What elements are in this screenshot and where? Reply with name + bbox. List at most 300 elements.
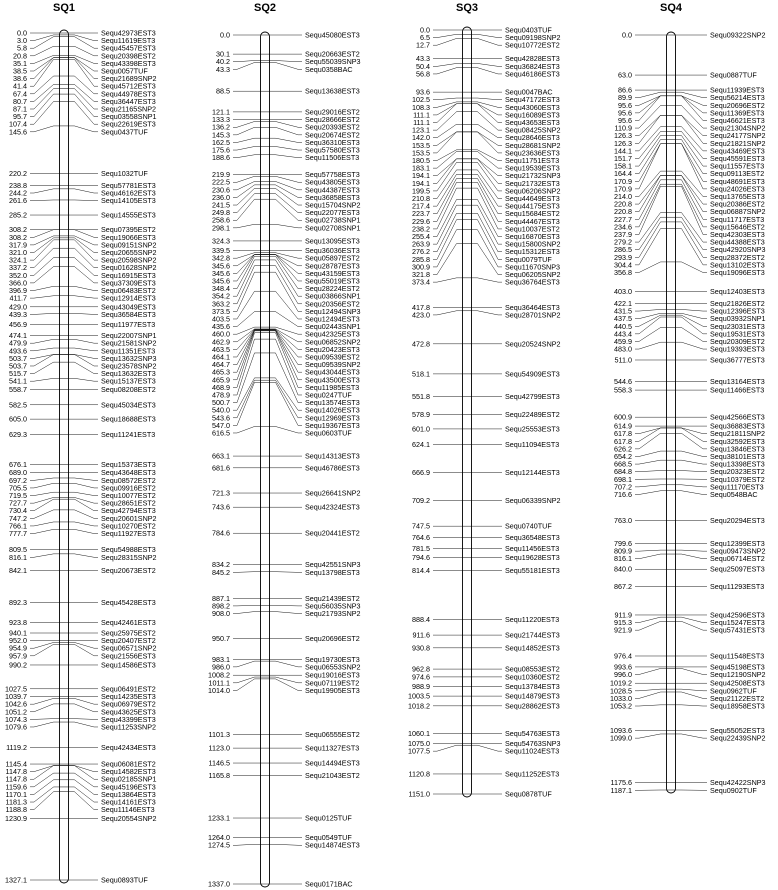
marker-name: Sequ22619EST3: [101, 119, 156, 129]
marker-name: Sequ43805EST3: [305, 177, 360, 187]
marker-name: Sequ57431EST3: [710, 625, 765, 635]
position-connector: [30, 296, 60, 298]
marker-name: Sequ06339SNP2: [505, 496, 561, 506]
marker-name: Sequ45457EST3: [101, 43, 156, 53]
marker-name: Sequ0403TUF: [505, 25, 552, 35]
locus-position: 144.1: [614, 146, 632, 156]
marker-connector: [69, 719, 99, 720]
locus-position: 20.8: [13, 51, 27, 61]
marker-name: Sequ36036EST3: [305, 246, 360, 256]
marker-name: Sequ21165SNP2: [101, 104, 157, 114]
marker-name: Sequ20554SNP2: [101, 814, 157, 824]
marker-connector: [270, 612, 303, 614]
marker-name: Sequ42920SNP3: [710, 245, 766, 255]
locus-position: 337.2: [9, 263, 27, 273]
marker-name: Sequ19066EST3: [101, 232, 156, 242]
locus-position: 478.9: [212, 390, 230, 400]
position-connector: [30, 248, 60, 267]
marker-name: Sequ0549TUF: [305, 833, 352, 843]
locus-position: 983.1: [212, 654, 230, 664]
marker-name: Sequ11253SNP2: [101, 722, 157, 732]
marker-name: Sequ11939EST3: [710, 85, 765, 95]
marker-name: Sequ0887TUF: [710, 70, 757, 80]
locus-position: 234.6: [614, 222, 632, 232]
locus-position: 373.4: [412, 277, 430, 287]
locus-position: 1060.1: [408, 729, 430, 739]
locus-position: 834.2: [212, 560, 230, 570]
position-connector: [433, 132, 463, 145]
locus-position: 544.6: [614, 376, 632, 386]
marker-name: Sequ06887SNP2: [710, 207, 766, 217]
marker-connector: [676, 734, 708, 738]
locus-position: 238.8: [9, 180, 27, 190]
locus-position: 220.8: [614, 207, 632, 217]
position-connector: [233, 679, 261, 691]
marker-name: Sequ54988EST3: [101, 545, 156, 555]
marker-name: Sequ21744EST3: [505, 630, 560, 640]
marker-connector: [676, 175, 708, 211]
marker-name: Sequ08208EST2: [101, 385, 156, 395]
locus-position: 1147.8: [5, 774, 27, 784]
marker-name: Sequ19730EST3: [305, 654, 360, 664]
position-connector: [233, 572, 261, 573]
locus-position: 474.1: [9, 331, 27, 341]
position-connector: [433, 244, 463, 275]
marker-name: Sequ21821SNP2: [710, 138, 766, 148]
locus-position: 908.0: [212, 609, 230, 619]
locus-position: 111.1: [413, 118, 430, 128]
locus-position: 464.1: [212, 352, 230, 362]
marker-name: Sequ06491EST2: [101, 684, 156, 694]
marker-connector: [69, 248, 99, 267]
position-connector: [635, 136, 667, 167]
marker-name: Sequ21439EST2: [305, 593, 360, 603]
marker-name: Sequ42973EST3: [101, 28, 156, 38]
marker-name: Sequ0171BAC: [305, 879, 353, 889]
position-connector: [30, 189, 60, 193]
marker-name: Sequ20598SNP2: [101, 255, 157, 265]
marker-name: Sequ23636EST3: [505, 148, 560, 158]
marker-name: Sequ20655SNP2: [101, 248, 157, 258]
locus-position: 0.0: [420, 25, 430, 35]
marker-name: Sequ19393EST3: [710, 344, 765, 354]
position-connector: [30, 76, 60, 94]
locus-position: 126.3: [614, 131, 632, 141]
locus-position: 86.6: [618, 85, 632, 95]
locus-position: 1145.4: [5, 759, 27, 769]
marker-name: Sequ36447EST3: [101, 96, 156, 106]
locus-position: 304.4: [614, 260, 632, 270]
marker-connector: [270, 378, 303, 410]
locus-position: 87.1: [13, 104, 27, 114]
position-connector: [635, 92, 667, 98]
marker-name: Sequ28862EST3: [505, 701, 560, 711]
marker-connector: [472, 63, 503, 66]
position-connector: [635, 222, 667, 257]
locus-position: 763.0: [614, 515, 632, 525]
locus-position: 324.1: [9, 255, 27, 265]
locus-position: 518.1: [412, 369, 430, 379]
locus-position: 43.3: [416, 54, 430, 64]
marker-name: Sequ43399EST3: [101, 714, 156, 724]
position-connector: [635, 342, 667, 349]
locus-position: 1181.3: [5, 797, 27, 807]
marker-name: Sequ09113EST2: [710, 169, 765, 179]
marker-connector: [676, 144, 708, 189]
marker-name: Sequ09539EST2: [305, 352, 360, 362]
locus-position: 345.6: [212, 276, 230, 286]
marker-name: Sequ28681SNP2: [505, 140, 561, 150]
marker-name: Sequ22007SNP1: [101, 331, 157, 341]
marker-name: Sequ42434EST3: [101, 742, 156, 752]
marker-name: Sequ24177SNP2: [710, 131, 766, 141]
locus-position: 88.5: [216, 86, 230, 96]
marker-name: Sequ15684EST2: [505, 209, 560, 219]
marker-connector: [270, 138, 303, 142]
marker-connector: [69, 102, 99, 125]
marker-name: Sequ14313EST3: [305, 451, 360, 461]
locus-position: 465.3: [212, 367, 230, 377]
locus-position: 164.4: [614, 169, 632, 179]
marker-connector: [69, 35, 99, 41]
marker-name: Sequ21689SNP2: [101, 74, 157, 84]
marker-connector: [270, 253, 303, 259]
marker-connector: [69, 698, 99, 704]
marker-name: Sequ09151SNP2: [101, 240, 157, 250]
locus-position: 142.0: [412, 133, 430, 143]
locus-position: 709.2: [412, 496, 430, 506]
marker-connector: [676, 689, 708, 691]
position-connector: [433, 152, 463, 169]
marker-name: Sequ06553SNP2: [305, 662, 361, 672]
position-connector: [635, 115, 667, 135]
locus-position: 108.3: [412, 102, 430, 112]
marker-name: Sequ22077EST3: [305, 208, 360, 218]
locus-position: 249.8: [212, 208, 230, 218]
marker-connector: [270, 333, 303, 388]
marker-name: Sequ02738SNP1: [305, 215, 361, 225]
position-connector: [433, 68, 463, 74]
marker-name: Sequ20407EST2: [101, 636, 156, 646]
locus-position: 500.7: [212, 398, 230, 408]
marker-connector: [69, 766, 99, 772]
locus-position: 423.0: [412, 310, 430, 320]
locus-position: 153.5: [412, 148, 430, 158]
locus-position: 67.4: [13, 89, 27, 99]
marker-name: Sequ42303EST3: [710, 229, 765, 239]
locus-position: 43.3: [216, 64, 230, 74]
locus-position: 483.0: [614, 344, 632, 354]
marker-connector: [676, 705, 708, 706]
locus-position: 799.6: [614, 539, 632, 549]
marker-name: Sequ11985EST3: [305, 382, 360, 392]
locus-position: 1018.2: [408, 701, 430, 711]
marker-name: Sequ15373EST3: [101, 460, 156, 470]
locus-position: 1170.1: [5, 789, 27, 799]
locus-position: 601.0: [412, 424, 430, 434]
position-connector: [30, 378, 60, 381]
marker-name: Sequ11024EST3: [505, 746, 560, 756]
marker-connector: [69, 348, 99, 351]
marker-connector: [270, 155, 303, 158]
marker-name: Sequ36548EST3: [505, 533, 560, 543]
marker-name: Sequ20524SNP2: [505, 339, 561, 349]
marker-connector: [676, 92, 708, 98]
marker-name: Sequ19531EST3: [710, 329, 765, 339]
marker-connector: [270, 254, 303, 281]
locus-position: 439.3: [9, 309, 27, 319]
marker-name: Sequ45196EST3: [101, 782, 156, 792]
marker-connector: [472, 132, 503, 145]
marker-name: Sequ28224EST2: [305, 284, 360, 294]
locus-position: 716.6: [614, 489, 632, 499]
marker-connector: [270, 329, 303, 349]
locus-position: 887.1: [212, 593, 230, 603]
marker-connector: [270, 272, 303, 311]
locus-position: 993.6: [614, 662, 632, 672]
locus-position: 411.7: [9, 293, 27, 303]
locus-position: 1011.1: [208, 678, 230, 688]
position-connector: [30, 478, 60, 480]
locus-position: 170.9: [614, 176, 632, 186]
position-connector: [30, 354, 60, 358]
locus-position: 93.6: [416, 87, 430, 97]
locus-position: 1003.5: [408, 691, 430, 701]
marker-name: Sequ13102EST3: [710, 260, 765, 270]
locus-position: 707.2: [614, 482, 632, 492]
marker-connector: [69, 286, 99, 290]
marker-name: Sequ36858EST3: [305, 192, 360, 202]
locus-position: 777.7: [9, 529, 27, 539]
locus-position: 784.6: [212, 528, 230, 538]
marker-name: Sequ25553EST3: [505, 424, 560, 434]
position-connector: [433, 220, 463, 260]
locus-position: 279.2: [614, 237, 632, 247]
marker-name: Sequ19367EST3: [305, 420, 360, 430]
marker-name: Sequ25975EST2: [101, 628, 156, 638]
marker-name: Sequ15312EST3: [505, 247, 560, 257]
locus-position: 324.3: [212, 236, 230, 246]
marker-connector: [69, 126, 99, 132]
marker-name: Sequ43469EST3: [710, 146, 765, 156]
position-connector: [30, 200, 60, 201]
position-connector: [635, 309, 667, 311]
locus-position: 1188.8: [5, 805, 27, 815]
marker-name: Sequ18958EST3: [710, 701, 765, 711]
locus-position: 38.6: [13, 74, 27, 84]
marker-connector: [69, 89, 99, 109]
marker-name: Sequ46162EST3: [101, 188, 156, 198]
position-connector: [233, 661, 261, 667]
marker-connector: [69, 362, 99, 373]
locus-position: 614.9: [614, 421, 632, 431]
locus-position: 1165.8: [208, 770, 230, 780]
locus-position: 363.2: [212, 299, 230, 309]
position-connector: [233, 254, 261, 281]
marker-name: Sequ14852EST3: [505, 643, 560, 653]
locus-position: 923.8: [9, 618, 27, 628]
marker-name: Sequ45034EST3: [101, 400, 156, 410]
marker-name: Sequ14586EST3: [101, 660, 156, 670]
position-connector: [433, 102, 463, 107]
position-connector: [433, 63, 463, 66]
marker-name: Sequ44649EST3: [505, 194, 560, 204]
marker-connector: [270, 679, 303, 691]
locus-position: 342.8: [212, 253, 230, 263]
position-connector: [30, 362, 60, 373]
locus-position: 1099.0: [610, 733, 632, 743]
position-connector: [233, 127, 261, 135]
position-connector: [635, 144, 667, 189]
marker-name: Sequ12190SNP2: [710, 670, 766, 680]
locus-position: 845.2: [212, 567, 230, 577]
marker-name: Sequ46621EST3: [710, 115, 765, 125]
locus-position: 56.8: [416, 69, 430, 79]
marker-name: Sequ10360EST2: [505, 672, 560, 682]
marker-connector: [270, 330, 303, 364]
position-connector: [30, 766, 60, 780]
marker-connector: [270, 61, 303, 62]
marker-name: Sequ42794EST3: [101, 506, 156, 516]
marker-connector: [270, 661, 303, 667]
locus-position: 80.7: [13, 96, 27, 106]
marker-name: Sequ44467EST3: [505, 216, 560, 226]
marker-name: Sequ20423EST3: [305, 344, 360, 354]
marker-name: Sequ20393EST2: [305, 122, 360, 132]
locus-position: 668.5: [614, 459, 632, 469]
marker-name: Sequ06852SNP2: [305, 337, 361, 347]
locus-position: 698.1: [614, 474, 632, 484]
locus-position: 503.7: [9, 353, 27, 363]
locus-position: 1028.5: [610, 686, 632, 696]
marker-name: Sequ06555EST2: [305, 729, 360, 739]
marker-connector: [270, 312, 303, 327]
locus-position: 263.9: [412, 239, 430, 249]
locus-position: 479.9: [9, 338, 27, 348]
marker-name: Sequ12403EST3: [710, 286, 765, 296]
marker-connector: [270, 185, 303, 198]
locus-position: 1093.6: [610, 726, 632, 736]
marker-name: Sequ14161EST3: [101, 797, 156, 807]
locus-position: 417.8: [412, 302, 430, 312]
marker-name: Sequ07119EST2: [305, 678, 360, 688]
position-connector: [433, 178, 463, 213]
marker-name: Sequ03866SNP1: [305, 291, 361, 301]
position-connector: [635, 451, 667, 456]
locus-position: 188.6: [212, 153, 230, 163]
locus-position: 339.5: [212, 246, 230, 256]
position-connector: [233, 61, 261, 62]
locus-position: 1230.9: [5, 814, 27, 824]
marker-connector: [676, 342, 708, 349]
marker-name: Sequ02708SNP1: [305, 223, 361, 233]
marker-name: Sequ11170EST3: [710, 482, 764, 492]
marker-connector: [676, 127, 708, 151]
locus-position: 95.6: [618, 115, 632, 125]
locus-position: 435.6: [212, 322, 230, 332]
locus-position: 237.9: [614, 229, 632, 239]
marker-connector: [472, 102, 503, 107]
marker-name: Sequ13765EST3: [710, 191, 765, 201]
marker-name: Sequ24026EST3: [710, 184, 765, 194]
locus-position: 183.1: [412, 163, 430, 173]
locus-position: 230.6: [212, 185, 230, 195]
locus-position: 1101.3: [208, 729, 230, 739]
marker-connector: [69, 85, 99, 102]
locus-position: 867.2: [614, 582, 632, 592]
locus-position: 743.6: [212, 502, 230, 512]
locus-position: 462.9: [212, 337, 230, 347]
position-connector: [30, 313, 60, 314]
marker-name: Sequ43060EST3: [505, 102, 560, 112]
marker-name: Sequ11252EST3: [505, 769, 560, 779]
marker-name: Sequ02443SNP1: [305, 322, 361, 332]
locus-position: 816.1: [614, 554, 632, 564]
locus-position: 624.1: [412, 439, 430, 449]
locus-position: 217.4: [412, 201, 430, 211]
marker-connector: [676, 180, 708, 219]
marker-name: Sequ13164EST3: [710, 376, 765, 386]
marker-name: Sequ21304SNP2: [710, 123, 766, 133]
marker-name: Sequ21122EST2: [710, 693, 765, 703]
chromosome-title: SQ1: [52, 2, 76, 14]
marker-name: Sequ10379EST2: [710, 474, 765, 484]
locus-position: 463.5: [212, 344, 230, 354]
marker-name: Sequ06206SNP2: [505, 186, 561, 196]
locus-position: 911.6: [412, 630, 430, 640]
marker-name: Sequ20696EST2: [710, 100, 765, 110]
locus-position: 930.8: [412, 643, 430, 653]
locus-position: 954.9: [9, 643, 27, 653]
locus-position: 373.5: [212, 306, 230, 316]
position-connector: [233, 291, 261, 319]
locus-position: 730.4: [9, 506, 27, 516]
locus-position: 133.3: [212, 115, 230, 125]
locus-position: 684.8: [614, 467, 632, 477]
marker-connector: [69, 510, 99, 518]
chromosome-sq4: [610, 2, 766, 795]
marker-name: Sequ42461EST3: [101, 618, 156, 628]
locus-position: 540.0: [212, 405, 230, 415]
position-connector: [30, 698, 60, 704]
marker-connector: [676, 313, 708, 318]
marker-name: Sequ25097EST3: [710, 564, 765, 574]
locus-position: 666.9: [412, 468, 430, 478]
marker-name: Sequ0893TUF: [101, 875, 148, 885]
marker-name: Sequ12494SNP3: [305, 306, 361, 316]
marker-connector: [676, 96, 708, 105]
marker-name: Sequ23578SNP2: [101, 361, 157, 371]
marker-name: Sequ10037EST2: [505, 224, 560, 234]
chromosome-bar: [261, 32, 270, 887]
marker-name: Sequ45712EST3: [101, 81, 156, 91]
locus-position: 888.4: [412, 615, 430, 625]
marker-connector: [69, 499, 99, 511]
marker-name: Sequ08425SNP2: [505, 125, 561, 135]
position-connector: [233, 426, 261, 433]
marker-name: Sequ21793SNP2: [305, 609, 361, 619]
chromosome-sq1: [5, 2, 157, 885]
position-connector: [30, 89, 60, 109]
marker-name: Sequ09198SNP2: [505, 33, 561, 43]
marker-name: Sequ09539SNP2: [305, 360, 361, 370]
locus-position: 1074.3: [5, 714, 27, 724]
locus-position: 6.5: [420, 33, 430, 43]
locus-position: 321.0: [9, 248, 27, 258]
locus-position: 321.8: [412, 270, 430, 280]
locus-position: 422.1: [614, 298, 632, 308]
locus-position: 285.2: [9, 210, 27, 220]
